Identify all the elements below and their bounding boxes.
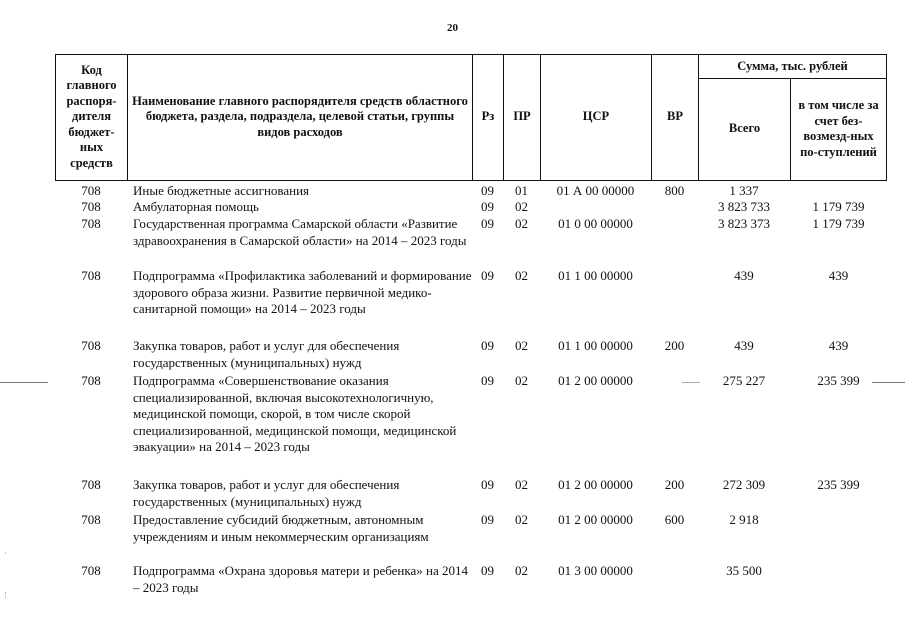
header-incl: в том числе за счет без-возмезд-ных по-ступлений [798,98,879,159]
row-pr: 02 [515,199,528,214]
row-pr: 01 [515,183,528,198]
row-code: 708 [81,373,101,388]
row-rz: 09 [481,563,494,578]
row-rz: 09 [481,373,494,388]
header-name: Наименование главного распорядителя средств областного бюджета, раздела, подраздела, целевой статьи, группы видов расходов [132,93,468,139]
row-code: 708 [81,216,101,231]
row-name: Государственная программа Самарской области «Развитие здравоохранения в Самарской области» на 2014 – 2023 годы [133,216,467,248]
row-pr: 02 [515,268,528,283]
row-total: 439 [734,268,754,283]
header-vr: ВР [667,109,683,124]
header-col-divider [886,54,887,181]
row-total: 439 [734,338,754,353]
header-rz: Рз [481,109,495,124]
row-code: 708 [81,338,101,353]
row-name: Закупка товаров, работ и услуг для обеспечения государственных (муниципальных) нужд [133,338,400,370]
row-csr: 01 1 00 00000 [558,338,633,353]
header-top-border [55,54,887,55]
row-csr: 01 0 00 00000 [558,216,633,231]
header-col-divider [127,54,128,181]
header-code: Код главного распоря-дителя бюджет-ных средств [66,62,117,170]
edge-scan-mark: · [4,548,7,558]
row-csr: 01 3 00 00000 [558,563,633,578]
row-pr: 02 [515,512,528,527]
row-vr: 800 [664,183,685,198]
sum-subheader-border [698,78,887,79]
row-total: 275 227 [722,373,766,388]
row-incl: 1 179 739 [812,199,865,214]
row-pr: 02 [515,477,528,492]
row-name: Иные бюджетные ассигнования [133,183,310,198]
row-pr: 02 [515,338,528,353]
row-csr: 01 2 00 00000 [558,477,633,492]
row-total: 1 337 [729,183,759,198]
row-rz: 09 [481,268,494,283]
page-number: 20 [447,22,458,34]
row-total: 272 309 [722,477,766,492]
row-rz: 09 [481,183,494,198]
row-total: 35 500 [726,563,762,578]
row-csr: 01 2 00 00000 [558,512,633,527]
row-incl: 235 399 [817,477,860,492]
row-total: 2 918 [729,512,759,527]
row-csr: 01 1 00 00000 [558,268,633,283]
edge-scan-mark: ⁝ [4,590,7,600]
row-code: 708 [81,477,101,492]
header-col-divider [55,54,56,181]
row-name: Предоставление субсидий бюджетным, автономным учреждениям и иным некоммерческим организациям [133,512,429,544]
row-incl: 1 179 739 [812,216,865,231]
row-rz: 09 [481,199,494,214]
row-total: 3 823 373 [718,216,770,231]
row-pr: 02 [515,373,528,388]
row-incl: 235 399 [817,373,860,388]
row-rz: 09 [481,216,494,231]
row-vr: 200 [664,477,685,492]
row-code: 708 [81,563,101,578]
right-margin-mark [872,382,905,383]
row-pr: 02 [515,563,528,578]
row-csr: 01 А 00 00000 [556,183,635,198]
row-total: 3 823 733 [718,199,770,214]
row-name: Подпрограмма «Профилактика заболеваний и формирование здорового образа жизни. Развитие первичной медико-санитарной помощи» на 2014 – 2023 годы [133,268,472,316]
header-pr: ПР [513,109,531,124]
row-pr: 02 [515,216,528,231]
row-incl: 439 [828,338,849,353]
center-dash-mark [682,382,700,383]
header-csr: ЦСР [582,109,610,124]
row-name: Амбулаторная помощь [133,199,259,214]
header-col-divider [790,78,791,181]
row-rz: 09 [481,338,494,353]
row-rz: 09 [481,512,494,527]
row-code: 708 [81,183,101,198]
left-margin-mark [0,382,48,383]
row-incl: 439 [828,268,849,283]
header-sum-group: Сумма, тыс. рублей [737,59,848,74]
row-csr: 01 2 00 00000 [558,373,633,388]
header-total: Всего [728,121,761,136]
header-bottom-border [55,180,887,181]
row-code: 708 [81,512,101,527]
row-vr: 200 [664,338,685,353]
row-code: 708 [81,199,101,214]
row-vr: 600 [664,512,685,527]
row-rz: 09 [481,477,494,492]
row-name: Подпрограмма «Совершенствование оказания специализированной, включая высокотехнологичную, медицинской помощи, скорой, в том числе скорой специализированной, медицинской помощи, медицинской эвакуации» на 2014 – 2023 годы [133,373,457,454]
row-name: Закупка товаров, работ и услуг для обеспечения государственных (муниципальных) нужд [133,477,400,509]
row-name: Подпрограмма «Охрана здоровья матери и ребенка» на 2014 – 2023 годы [133,563,469,595]
row-code: 708 [81,268,101,283]
